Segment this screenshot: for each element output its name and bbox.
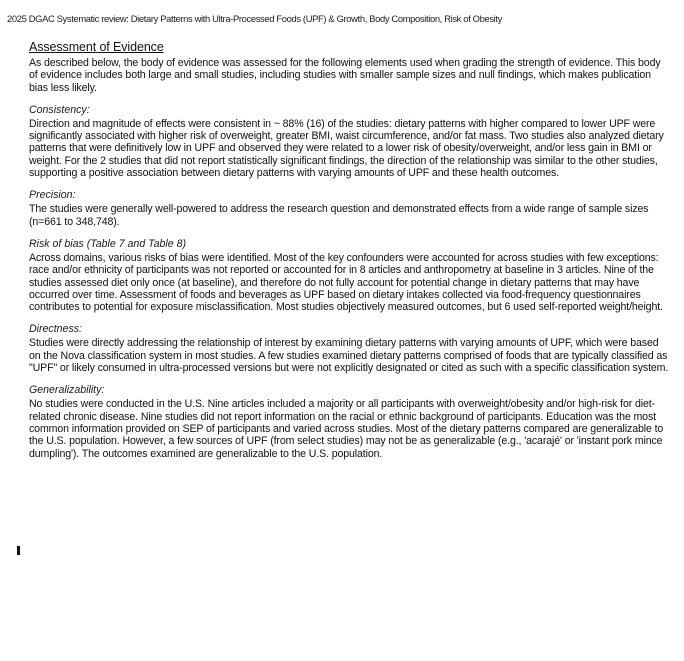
subheading-risk-of-bias: Risk of bias (Table 7 and Table 8) bbox=[29, 237, 187, 250]
margin-marker bbox=[17, 546, 20, 555]
intro-paragraph: As described below, the body of evidence was assessed for the following elements used when grading the strength of evidence. This body of evidence includes both large and small studies, including studies with smaller sample sizes and null findings, which makes publication bias less likely. bbox=[29, 57, 661, 94]
paragraph-precision: The studies were generally well-powered to address the research question and demonstrated effects from a wide range of sample sizes (n=661 to 348,748). bbox=[29, 203, 649, 228]
subheading-consistency: Consistency: bbox=[29, 103, 90, 116]
document-header: 2025 DGAC Systematic review: Dietary Patterns with Ultra-Processed Foods (UPF) & Growth, Body Composition, Risk of Obesity bbox=[7, 13, 502, 24]
paragraph-generalizability: No studies were conducted in the U.S. Nine articles included a majority or all participants with overweight/obesity and/or high-risk for diet-related chronic disease. Nine studies did not report information on the racial or ethnic background of participants. Education was the most common information provided on SEP of participants and varied across studies. Most of the dietary patterns compared are generalizable to the U.S. population. However, a few sources of UPF (from select studies) may not be as generalizable (e.g., 'acarajé' or 'instant pork mince dumpling'). The outcomes examined are generalizable to the U.S. population. bbox=[29, 398, 664, 460]
subheading-generalizability: Generalizability: bbox=[29, 384, 105, 397]
subheading-precision: Precision: bbox=[29, 189, 76, 202]
paragraph-risk-of-bias: Across domains, various risks of bias were identified. Most of the key confounders were accounted for across studies with few exceptions: race and/or ethnicity of participants was not reported or accounted for in 8 articles and anthropometry at baseline in 3 articles. Nine of the studies assessed diet only once (at baseline), and therefore do not fully account for potential change in dietary patterns that may have occurred over time. Assessment of foods and beverages as UPF based on dietary intakes collected via food-frequency questionnaires contributes to potential for exposure misclassification. Most studies objectively measured outcomes, but 6 used self-reported weight/height. bbox=[29, 251, 663, 314]
document-body bbox=[29, 40, 669, 460]
section-heading-assessment: Assessment of Evidence bbox=[29, 40, 164, 54]
subheading-directness: Directness: bbox=[29, 323, 82, 336]
paragraph-directness: Studies were directly addressing the relationship of interest by examining dietary patterns with varying amounts of UPF, which were based on the Nova classification system in most studies. A few studies examined dietary patterns comprised of foods that are typically classified as "UPF" or likely consumed in ultra-processed versions but were not explicitly designated or cited as such with a specific classification system. bbox=[29, 337, 669, 375]
paragraph-consistency: Direction and magnitude of effects were consistent in ~ 88% (16) of the studies: dietary patterns with higher compared to lower UPF were significantly associated with higher risk of overweight, greater BMI, waist circumference, and/or fat mass. Two studies also analyzed dietary patterns that were definitively low in UPF and observed they were related to a lower risk of obesity/overweight, and/or less gain in BMI or weight. For the 2 studies that did not report statistically significant findings, the direction of the relationship was similar to the other studies, supporting a positive association between dietary patterns with varying amounts of UPF and these health outcomes. bbox=[29, 117, 664, 180]
